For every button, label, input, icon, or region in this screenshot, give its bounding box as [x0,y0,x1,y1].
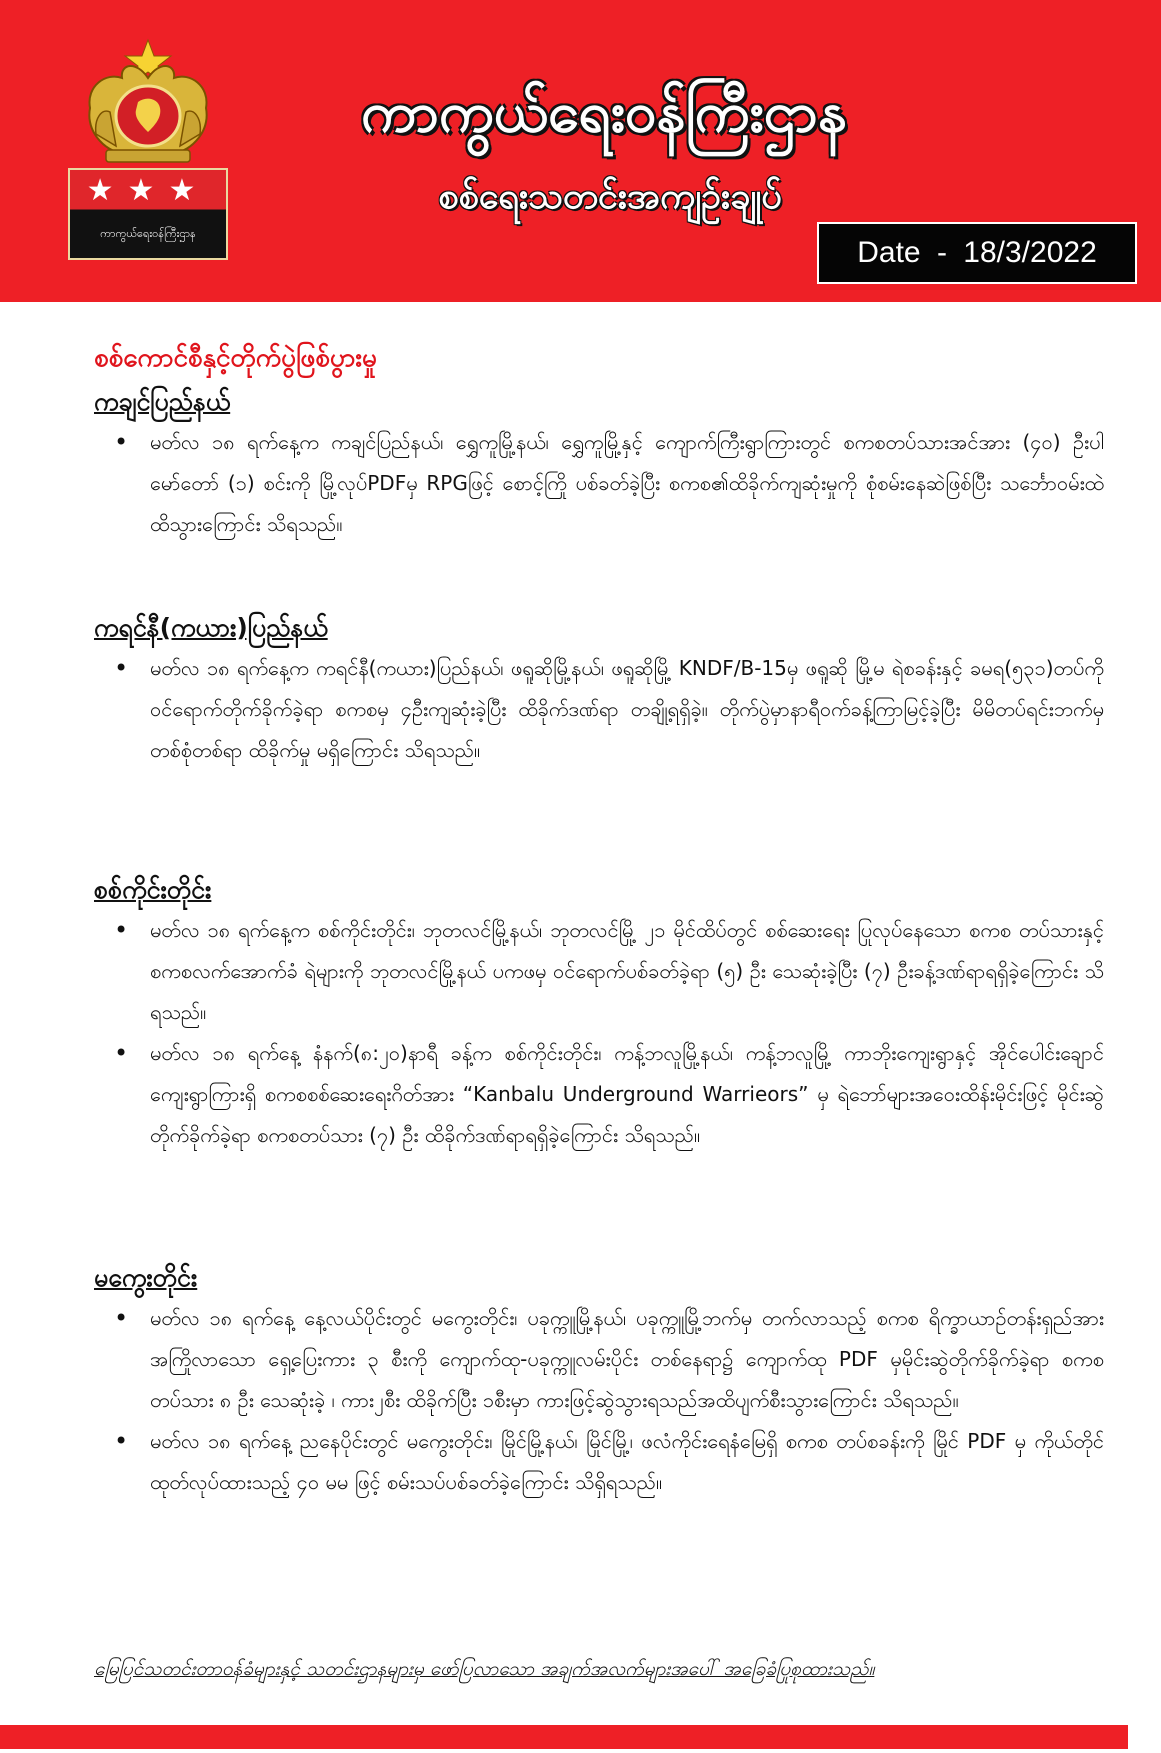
region-magway [94,1258,1104,1503]
ministry-emblem [68,38,228,260]
bulletin-title: စစ်ရေးသတင်းအကျဉ်းချုပ် [438,176,782,217]
emblem-flag [68,168,228,260]
report-list [94,1298,1104,1503]
report-item: • မတ်လ ၁၈ ရက်နေ့ ညနေပိုင်းတွင် မကွေးတိုင်း၊ မြိုင်မြို့နယ်၊ မြိုင်မြို့၊ ဖလံကိုင်းရေနံမြေရှိ စကစ တပ်စခန်းကို မြိုင် PDF မှ ကိုယ်တိုင်ထုတ်လုပ်ထားသည့် ၄၀ မမ ဖြင့် စမ်းသပ်ပစ်ခတ်ခဲ့ကြောင်း သိရှိရသည်။ [94,1421,1104,1503]
region-kachin [94,382,1104,545]
report-item: • မတ်လ ၁၈ ရက်နေ့ နေ့လယ်ပိုင်းတွင် မကွေးတိုင်း၊ ပခုက္ကူမြို့နယ်၊ ပခုက္ကူမြို့ဘက်မှ တက်လာသည့် စကစ ရိက္ခာယာဉ်တန်းရှည်အား အကြိုလာသော ရှေ့ပြေးကား ၃ စီးကို ကျောက်ထု-ပခုက္ကူလမ်းပိုင်း တစ်နေရာ၌ ကျောက်ထု PDF မှမိုင်းဆွဲတိုက်ခိုက်ခဲ့ရာ စကစ တပ်သား ၈ ဦး သေဆုံးခဲ့ ၊ ကား၂စီး ထိခိုက်ပြီး ၁စီးမှာ ကားဖြင့်ဆွဲသွားရသည်အထိပျက်စီးသွားကြောင်း သိရသည်။ [94,1298,1104,1421]
date-separator: - [936,236,947,269]
emblem-caption: ကာကွယ်ရေးဝန်ကြီးဌာန [100,227,196,240]
section-heading: စစ်ကောင်စီနှင့်တိုက်ပွဲဖြစ်ပွားမှု [94,343,377,373]
report-item: • မတ်လ ၁၈ ရက်နေ့ နံနက်(၈:၂၀)နာရီ ခန့်က စစ်ကိုင်းတိုင်း၊ ကန့်ဘလူမြို့နယ်၊ ကန့်ဘလူမြို့ ကာဘိုးကျေးရွာနှင့် အိုင်ပေါင်းချောင်ကျေးရွာကြားရှိ စကစစစ်ဆေးရေးဂိတ်အား “Kanbalu Underground Warrieors” မှ ရဲဘော်များအဝေးထိန်းမိုင်းဖြင့် မိုင်းဆွဲတိုက်ခိုက်ခဲ့ရာ စကစတပ်သား (၇) ဦး ထိခိုက်ဒဏ်ရာရရှိခဲ့ကြောင်း သိရသည်။ [94,1033,1104,1156]
ministry-title: ကာကွယ်ရေးဝန်ကြီးဌာန [361,80,847,145]
emblem-seal-icon [76,38,220,166]
report-list [94,910,1104,1156]
report-list [94,422,1104,545]
date-box [817,222,1137,284]
region-title: ကရင်နီ(ကယား)ပြည်နယ် [94,613,328,642]
date-value: 18/3/2022 [963,236,1097,269]
report-item: • မတ်လ ၁၈ ရက်နေ့က ကချင်ပြည်နယ်၊ ရွှေကူမြို့နယ်၊ ရွှေကူမြို့နှင့် ကျောက်ကြီးရွာကြားတွင် စကစတပ်သားအင်အား (၄၀) ဦးပါ မော်တော် (၁) စင်းကို မြို့လုပ်PDFမှ RPGဖြင့် စောင့်ကြို ပစ်ခတ်ခဲ့ပြီး စကစ၏ထိခိုက်ကျဆုံးမှုကို စုံစမ်းနေဆဲဖြစ်ပြီး သင်္ဘောဝမ်းထဲ ထိသွားကြောင်း သိရသည်။ [94,422,1104,545]
region-title: ကချင်ပြည်နယ် [94,387,231,416]
header-banner [0,0,1161,302]
region-karenni [94,608,1104,771]
date-label: Date [857,236,921,269]
star-icons: ★★★ [86,173,210,208]
footer-bar [0,1725,1128,1749]
region-title: မကွေးတိုင်း [94,1263,198,1292]
report-item: • မတ်လ ၁၈ ရက်နေ့က ကရင်နီ(ကယား)ပြည်နယ်၊ ဖရူဆိုမြို့နယ်၊ ဖရူဆိုမြို့ KNDF/B-15မှ ဖရူဆို မြို့မ ရဲစခန်းနှင့် ခမရ(၅၃၁)တပ်ကို ဝင်ရောက်တိုက်ခိုက်ခဲ့ရာ စကစမှ ၄ဦးကျဆုံးခဲ့ပြီး ထိခိုက်ဒဏ်ရာ တချို့ရရှိခဲ့။ တိုက်ပွဲမှာနာရီဝက်ခန့်ကြာမြင့်ခဲ့ပြီး မိမိတပ်ရင်းဘက်မှ တစ်စုံတစ်ရာ ထိခိုက်မှု မရှိကြောင်း သိရသည်။ [94,648,1104,771]
region-sagaing [94,870,1104,1156]
report-item: • မတ်လ ၁၈ ရက်နေ့က စစ်ကိုင်းတိုင်း၊ ဘုတလင်မြို့နယ်၊ ဘုတလင်မြို့ ၂၁ မိုင်ထိပ်တွင် စစ်ဆေးရေး ပြုလုပ်နေသော စကစ တပ်သားနှင့် စကစလက်အောက်ခံ ရဲများကို ဘုတလင်မြို့နယ် ပကဖမှ ဝင်ရောက်ပစ်ခတ်ခဲ့ရာ (၅) ဦး သေဆုံးခဲ့ပြီး (၇) ဦးခန့်ဒဏ်ရာရရှိခဲ့ကြောင်း သိရသည်။ [94,910,1104,1033]
report-list [94,648,1104,771]
footer-note: မြေပြင်သတင်းတာဝန်ခံများနှင့် သတင်းဌာနများမှ ဖော်ပြလာသော အချက်အလက်များအပေါ် အခြေခံပြုစုထားသည်။ [94,1658,875,1680]
region-title: စစ်ကိုင်းတိုင်း [94,875,212,904]
